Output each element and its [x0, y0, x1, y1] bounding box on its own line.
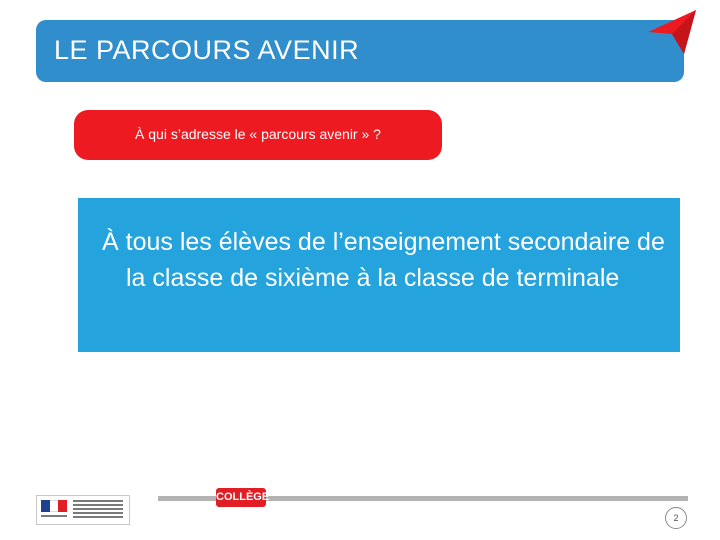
- red-arrow-icon: [646, 8, 698, 56]
- answer-text: À tous les élèves de l’enseignement secondaire de la classe de sixième à la classe de terminale: [102, 228, 665, 292]
- page-number: 2: [665, 507, 687, 529]
- page-title: LE PARCOURS AVENIR: [54, 35, 360, 65]
- college-badge: COLLÈGE: [216, 488, 266, 507]
- title-bar: [36, 20, 684, 82]
- flag-icon: [41, 500, 67, 512]
- ministry-logo-icon: [36, 495, 130, 525]
- question-banner: [74, 110, 442, 160]
- question-text: À qui s’adresse le « parcours avenir » ?: [135, 126, 381, 142]
- answer-box: [78, 198, 680, 352]
